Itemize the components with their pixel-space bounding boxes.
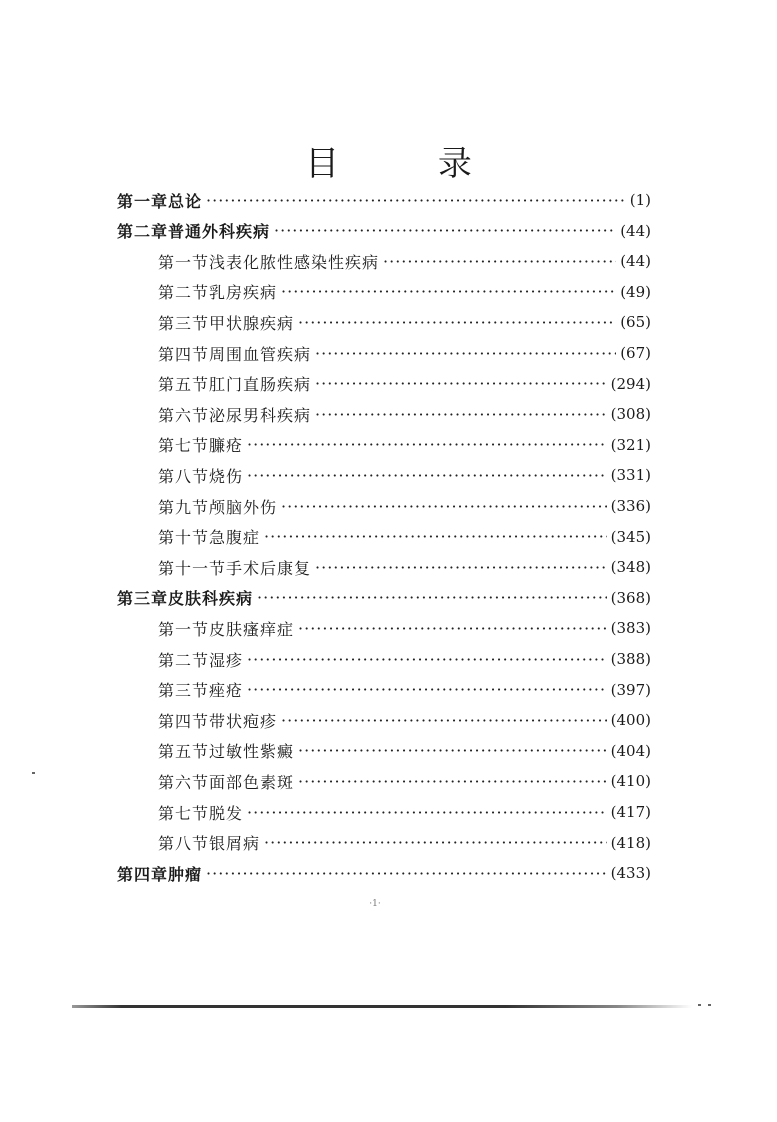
section-number: 第一节 (158, 252, 210, 272)
dot-leader (298, 619, 607, 638)
dot-leader (298, 313, 616, 332)
section-number: 第六节 (158, 405, 210, 425)
dot-leader (247, 435, 607, 454)
toc-section-row (158, 737, 651, 765)
chapter-number: 第一章 (117, 191, 169, 211)
dot-leader (281, 711, 607, 730)
toc-section-row (158, 767, 651, 795)
section-title: 浅表化脓性感染性疾病 (209, 252, 380, 272)
toc-chapter-row (117, 859, 651, 887)
section-number: 第八节 (158, 834, 210, 854)
page-number: (345) (610, 527, 651, 546)
toc-chapter-row (117, 584, 651, 612)
chapter-title: 肿瘤 (168, 864, 203, 884)
section-number: 第四节 (158, 711, 210, 731)
toc-section-row (158, 706, 651, 734)
dot-leader (247, 803, 607, 822)
page-title: 目 录 (305, 144, 516, 184)
toc-section-row (158, 400, 651, 428)
section-number: 第三节 (158, 313, 210, 333)
dot-leader (298, 772, 607, 791)
section-title: 过敏性紫癜 (209, 742, 295, 762)
section-number: 第七节 (158, 436, 210, 456)
section-title: 湿疹 (209, 650, 244, 670)
dot-leader (206, 864, 607, 883)
page-number: (336) (610, 497, 651, 515)
toc-section-row (158, 339, 651, 367)
section-number: 第十一节 (158, 558, 227, 578)
dot-leader (247, 466, 607, 485)
dot-leader (315, 558, 607, 577)
section-number: 第八节 (158, 466, 210, 486)
section-number: 第九节 (158, 497, 210, 517)
chapter-title: 皮肤科疾病 (168, 589, 254, 609)
section-number: 第五节 (158, 742, 210, 762)
section-title: 面部色素斑 (209, 772, 295, 792)
section-title: 烧伤 (209, 466, 244, 486)
page-number: (49) (620, 282, 651, 301)
page-number: (433) (610, 864, 651, 883)
rule-fragment (698, 1004, 701, 1006)
chapter-number: 第四章 (117, 864, 169, 884)
chapter-title: 总论 (168, 191, 203, 211)
page-number: (44) (620, 221, 651, 240)
chapter-number: 第三章 (117, 589, 169, 609)
toc-chapter-row (117, 186, 651, 214)
page-number: (417) (610, 803, 651, 821)
section-number: 第六节 (158, 772, 210, 792)
page-folio: ·1· (369, 899, 381, 909)
page-number: (397) (610, 680, 651, 699)
page-number: (67) (620, 344, 651, 362)
section-title: 痤疮 (209, 681, 244, 701)
page-number: (410) (610, 772, 651, 791)
page-number: (294) (610, 374, 651, 393)
toc-chapter-row (117, 217, 651, 245)
section-title: 周围血管疾病 (209, 344, 312, 364)
dot-leader (257, 588, 607, 607)
section-number: 第一节 (158, 619, 210, 639)
toc-section-row (158, 798, 651, 826)
toc-section-row (158, 247, 651, 275)
section-title: 银屑病 (209, 834, 261, 854)
toc-section-row (158, 614, 651, 642)
page-number: (348) (610, 558, 651, 577)
toc-section-row (158, 370, 651, 398)
section-title: 脱发 (209, 803, 244, 823)
page-number: (368) (610, 588, 651, 607)
page-number: (44) (620, 252, 651, 271)
section-title: 泌尿男科疾病 (209, 405, 312, 425)
section-title: 急腹症 (209, 528, 261, 548)
page-number: (404) (610, 741, 651, 760)
section-number: 第四节 (158, 344, 210, 364)
page-number: (1) (629, 191, 651, 209)
dot-leader (315, 344, 616, 363)
page-number: (65) (620, 313, 651, 332)
page-number: (400) (610, 711, 651, 730)
toc-section-row (158, 431, 651, 459)
section-title: 皮肤瘙痒症 (209, 619, 295, 639)
section-title: 乳房疾病 (209, 283, 278, 303)
toc-section-row (158, 308, 651, 336)
page-number: (308) (610, 405, 651, 424)
section-number: 第二节 (158, 283, 210, 303)
chapter-number: 第二章 (117, 222, 169, 242)
toc-section-row (158, 829, 651, 857)
dot-leader (383, 252, 616, 271)
dot-leader (298, 741, 607, 760)
toc-section-row (158, 523, 651, 551)
section-number: 第二节 (158, 650, 210, 670)
dot-leader (247, 680, 607, 699)
dot-leader (281, 282, 616, 301)
page-number: (388) (610, 650, 651, 668)
page-number: (418) (610, 833, 651, 852)
toc-section-row (158, 492, 651, 520)
section-title: 颅脑外伤 (209, 497, 278, 517)
section-title: 手术后康复 (226, 558, 312, 578)
section-number: 第三节 (158, 681, 210, 701)
toc-section-row (158, 645, 651, 673)
toc-section-row (158, 553, 651, 581)
dot-leader (315, 374, 607, 393)
page-number: (331) (610, 466, 651, 485)
chapter-title: 普通外科疾病 (168, 222, 271, 242)
section-number: 第五节 (158, 375, 210, 395)
section-number: 第七节 (158, 803, 210, 823)
page-number: (383) (610, 619, 651, 638)
toc-section-row (158, 278, 651, 306)
scan-speck (32, 772, 35, 774)
dot-leader (281, 497, 607, 516)
section-title: 带状疱疹 (209, 711, 278, 731)
dot-leader (264, 527, 607, 546)
dot-leader (264, 833, 607, 852)
dot-leader (247, 650, 607, 669)
toc-section-row (158, 461, 651, 489)
dot-leader (315, 405, 607, 424)
section-title: 肛门直肠疾病 (209, 375, 312, 395)
toc-section-row (158, 676, 651, 704)
dot-leader (206, 191, 626, 210)
page-number: (321) (610, 435, 651, 454)
section-number: 第十节 (158, 528, 210, 548)
bottom-rule (72, 1005, 692, 1008)
rule-fragment (708, 1004, 711, 1006)
section-title: 甲状腺疾病 (209, 313, 295, 333)
dot-leader (274, 221, 616, 240)
section-title: 臁疮 (209, 436, 244, 456)
